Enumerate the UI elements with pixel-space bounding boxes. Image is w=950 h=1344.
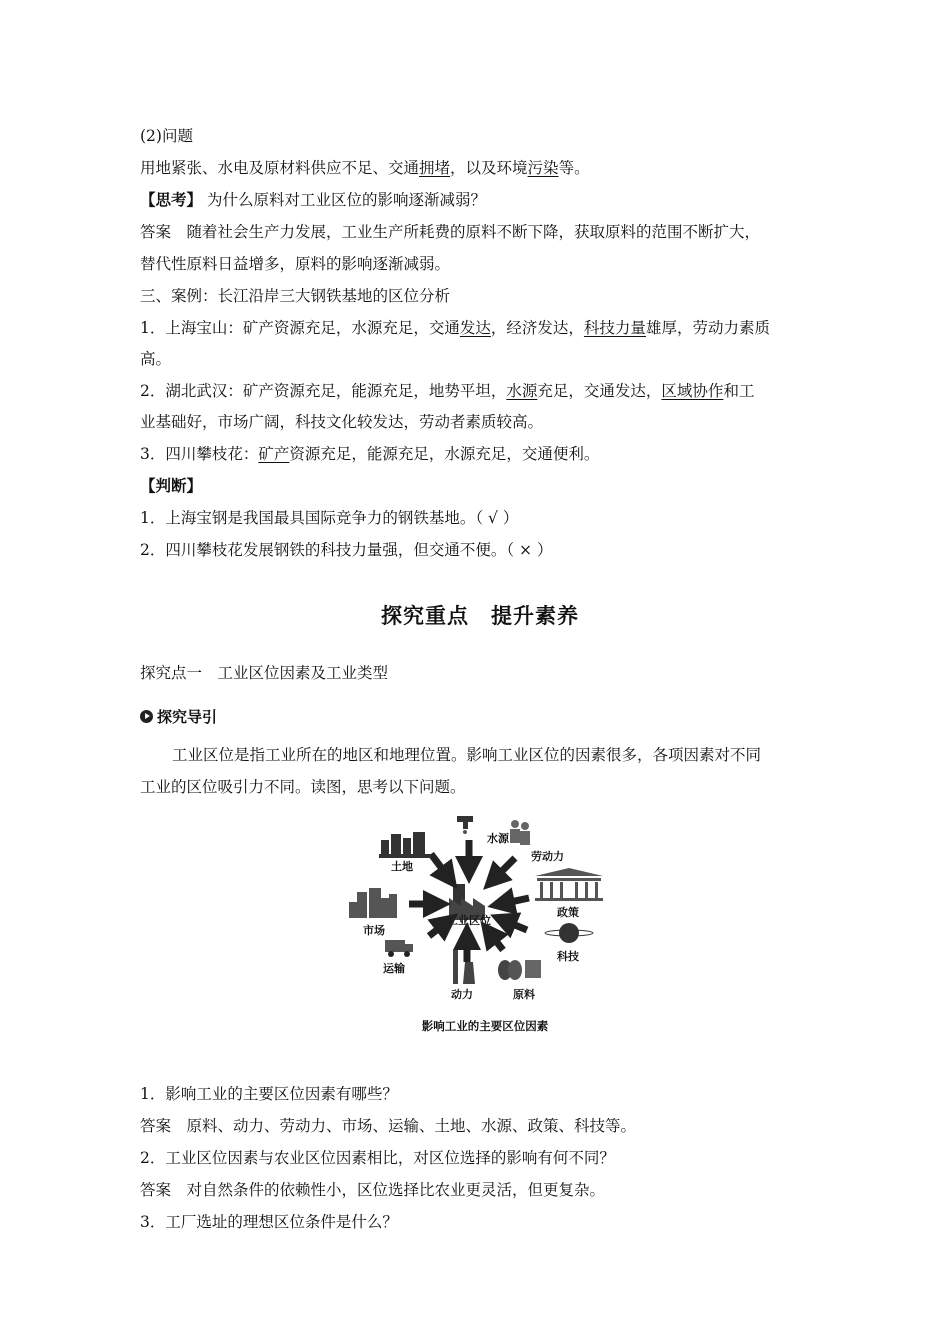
think-answer-line2: 替代性原料日益增多，原料的影响逐渐减弱。 xyxy=(140,255,451,273)
label-power: 动力 xyxy=(451,988,473,1001)
answer-tag: 答案 xyxy=(140,223,172,241)
truck-icon xyxy=(385,940,413,957)
judge-item-2: 2．四川攀枝花发展钢铁的科技力量强，但交通不便。（ × ） xyxy=(140,541,553,559)
arrow-policy xyxy=(501,898,529,904)
government-building-icon xyxy=(535,868,603,901)
case-title: 三、案例：长江沿岸三大钢铁基地的区位分析 xyxy=(140,287,451,305)
globe-icon xyxy=(545,923,593,943)
label-policy: 政策 xyxy=(557,906,579,919)
guide-label: 探究导引 xyxy=(140,706,217,727)
think-tag: 【思考】 xyxy=(140,191,203,209)
think-answer-line1: 答案 随着社会生产力发展，工业生产所耗费的原料不断下降，获取原料的范围不断扩大， xyxy=(140,223,761,241)
think-question: 【思考】 为什么原料对工业区位的影响逐渐减弱？ xyxy=(140,191,486,209)
problem-heading: (2)问题 xyxy=(140,127,193,145)
problem-text: 用地紧张、水电及原材料供应不足、交通拥堵，以及环境污染等。 xyxy=(140,159,590,177)
play-circle-icon xyxy=(140,710,153,723)
section-title: 探究重点 提升素养 xyxy=(381,604,579,628)
arrow-tech xyxy=(503,920,527,930)
label-material: 原料 xyxy=(513,988,535,1001)
figure-caption: 影响工业的主要区位因素 xyxy=(421,1019,549,1033)
label-water: 水源 xyxy=(487,832,509,845)
question-1: 1．影响工业的主要区位因素有哪些？ xyxy=(140,1085,398,1103)
skyline-icon xyxy=(379,832,431,858)
industry-location-figure xyxy=(345,812,605,1017)
label-labor: 劳动力 xyxy=(531,850,564,863)
judge-tag: 【判断】 xyxy=(140,477,203,495)
workers-icon xyxy=(510,820,530,845)
case-item-3: 3．四川攀枝花：矿产资源充足，能源充足，水源充足，交通便利。 xyxy=(140,445,600,463)
underlined-term: 污染 xyxy=(527,159,559,177)
center-label: 工业区位 xyxy=(447,914,491,927)
label-land: 土地 xyxy=(391,860,413,873)
judge-item-1: 1．上海宝钢是我国最具国际竞争力的钢铁基地。（ √ ） xyxy=(140,509,519,527)
case-item-2-cont: 业基础好，市场广阔，科技文化较发达，劳动者素质较高。 xyxy=(140,413,544,431)
intro-line-2: 工业的区位吸引力不同。读图，思考以下问题。 xyxy=(140,778,466,796)
arrow-labor xyxy=(493,858,515,880)
arrow-material xyxy=(489,932,503,950)
label-transport: 运输 xyxy=(383,962,405,975)
case-item-2: 2．湖北武汉：矿产资源充足，能源充足，地势平坦，水源充足，交通发达，区域协作和工 xyxy=(140,382,755,400)
materials-icon xyxy=(498,960,541,980)
case-item-1: 1．上海宝山：矿产资源充足，水源充足，交通发达，经济发达，科技力量雄厚，劳动力素质 xyxy=(140,319,770,337)
explore-point-title: 探究点一 工业区位因素及工业类型 xyxy=(140,664,389,682)
label-tech: 科技 xyxy=(557,950,579,963)
case-item-1-cont: 高。 xyxy=(140,350,172,368)
arrow-land xyxy=(431,854,449,878)
question-2: 2．工业区位因素与农业区位因素相比，对区位选择的影响有何不同？ xyxy=(140,1149,615,1167)
answer-2: 答案 对自然条件的依赖性小，区位选择比农业更灵活，但更复杂。 xyxy=(140,1181,606,1199)
label-market: 市场 xyxy=(363,924,385,937)
arrow-transport xyxy=(429,922,447,936)
answer-1: 答案 原料、动力、劳动力、市场、运输、土地、水源、政策、科技等。 xyxy=(140,1117,637,1135)
water-tap-icon xyxy=(457,816,473,834)
underlined-term: 拥堵 xyxy=(419,159,451,177)
city-buildings-icon xyxy=(349,888,397,918)
intro-line-1: 工业区位是指工业所在的地区和地理位置。影响工业区位的因素很多，各项因素对不同 xyxy=(172,746,762,764)
question-3: 3．工厂选址的理想区位条件是什么？ xyxy=(140,1213,398,1231)
